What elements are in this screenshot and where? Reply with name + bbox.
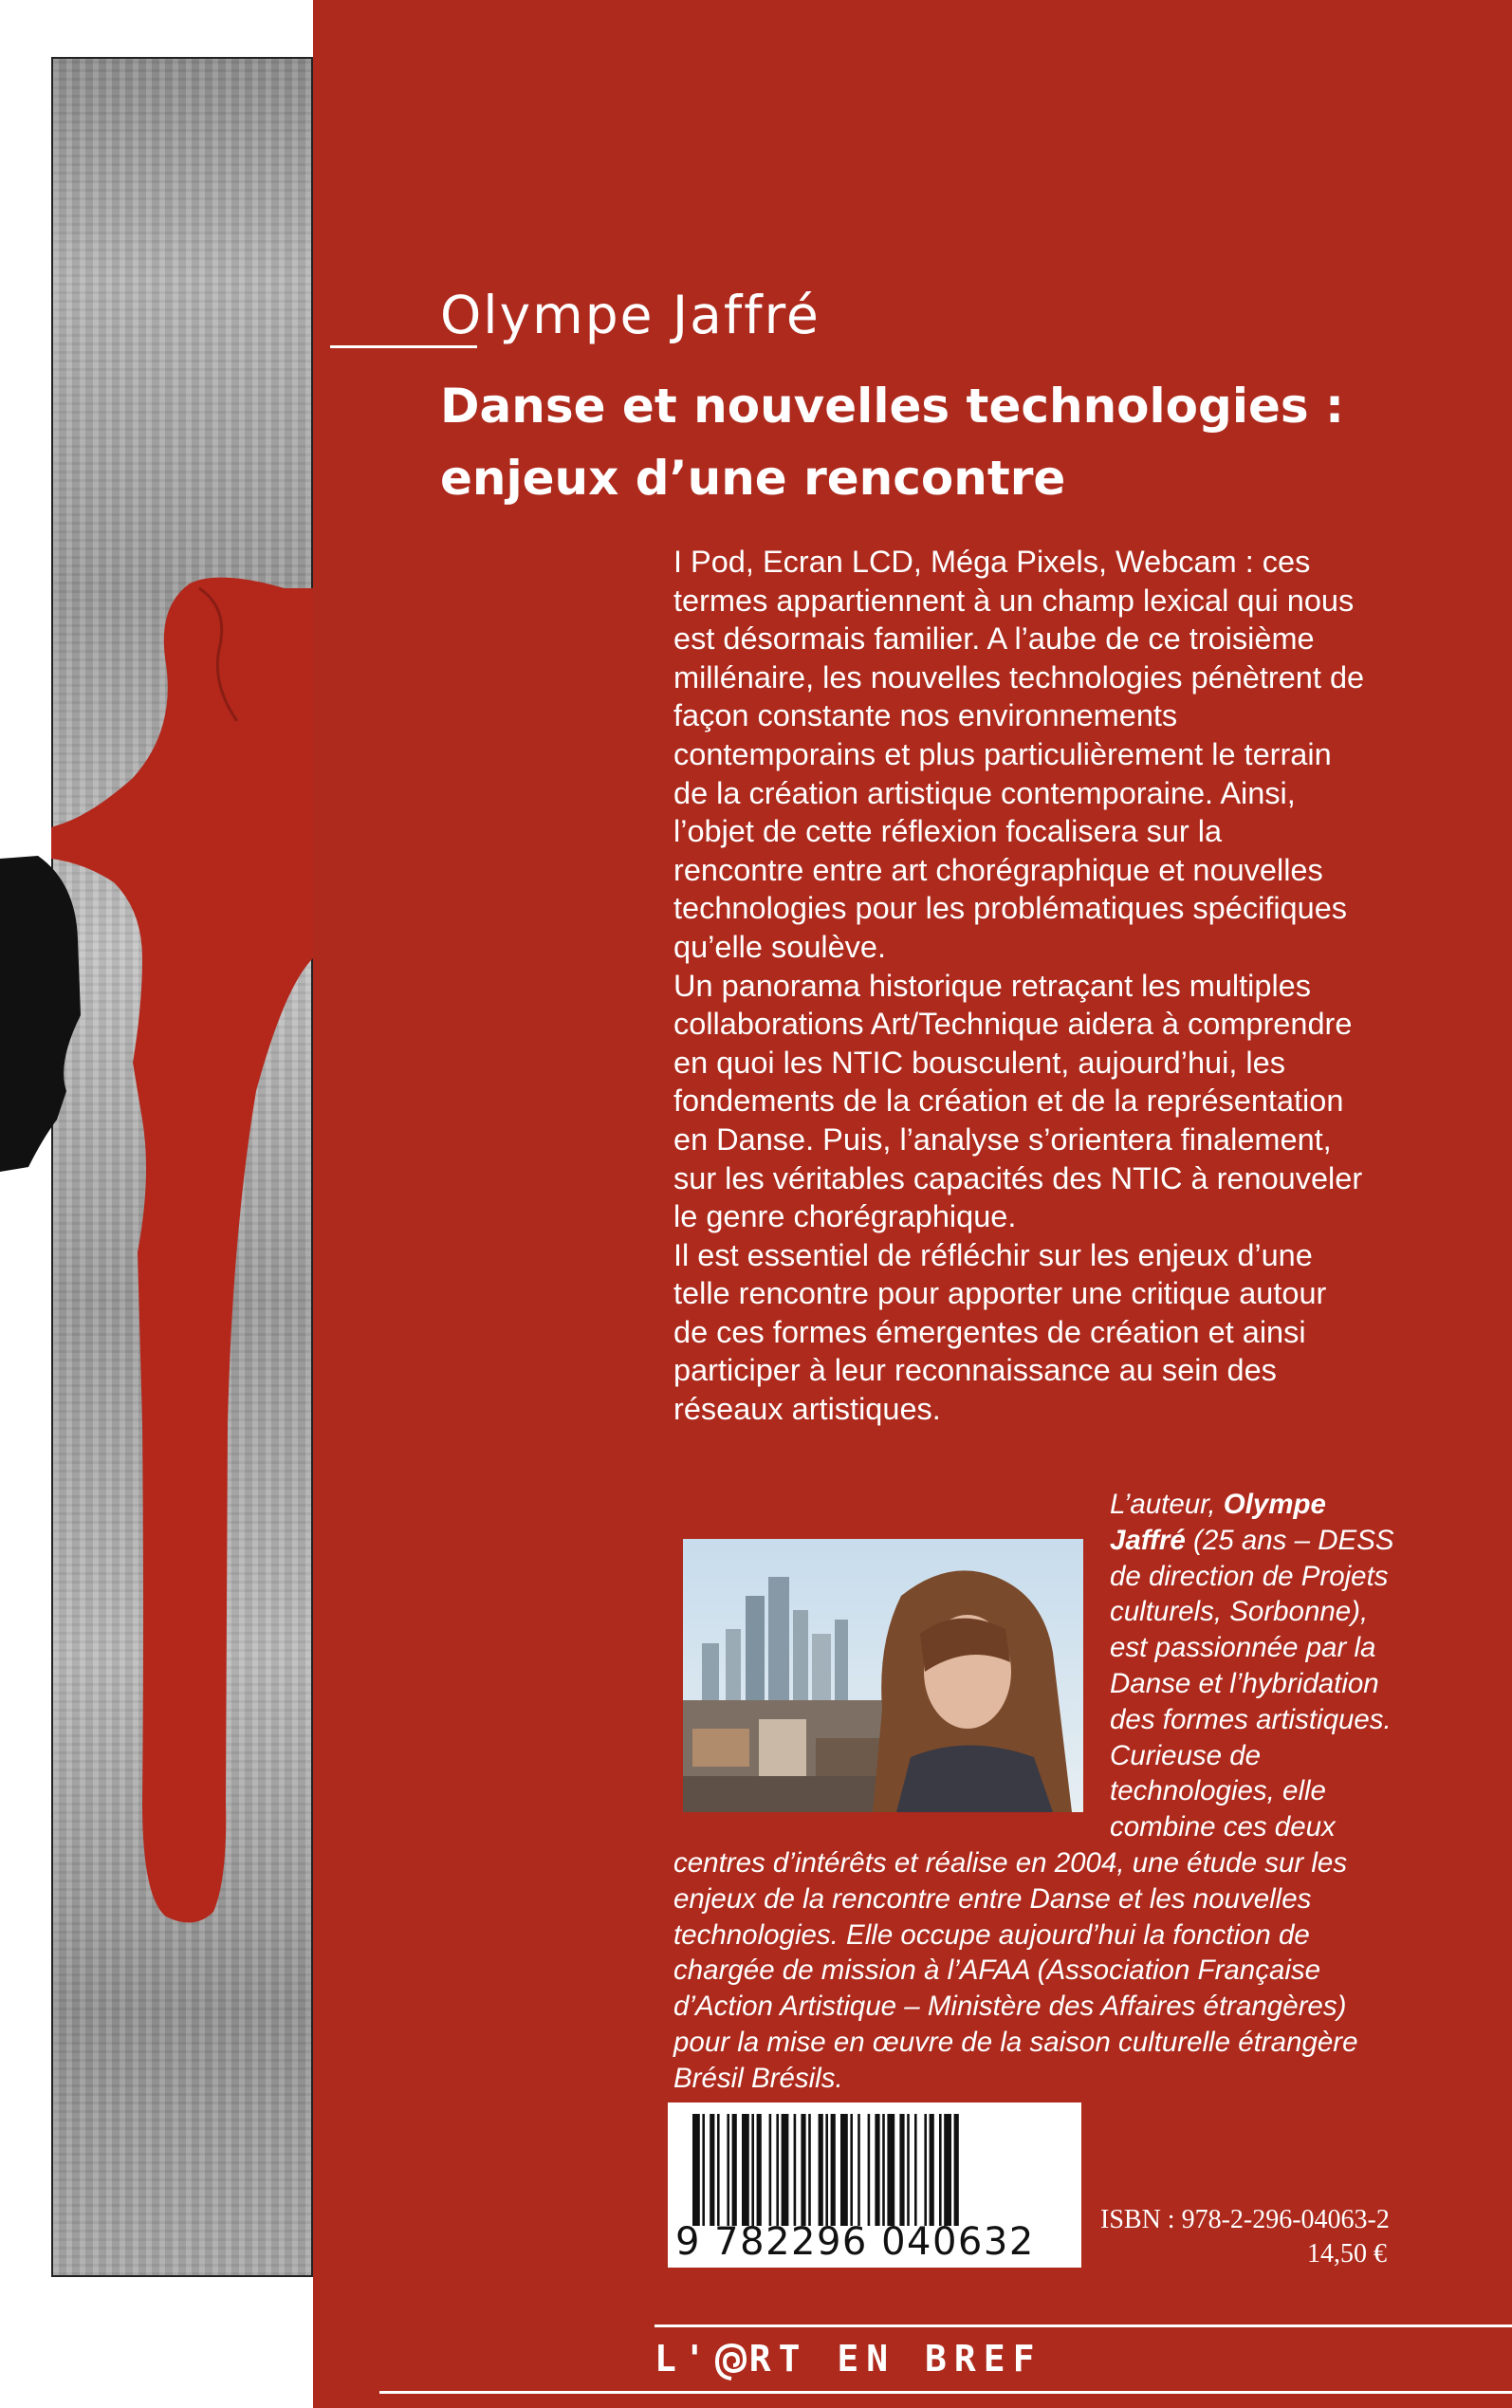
barcode-bar: [939, 2114, 942, 2226]
barcode-bar: [857, 2114, 860, 2226]
barcode-bar: [769, 2114, 772, 2226]
blurb-line: Un panorama historique retraçant les multiples: [673, 968, 1311, 1003]
barcode-bar: [776, 2114, 779, 2226]
barcode-bar: [944, 2114, 951, 2226]
bio-author-last-name: Jaffré: [1110, 1524, 1186, 1556]
blurb-line: de la création artistique contemporaine. Ainsi,: [673, 775, 1296, 810]
blurb-line: termes appartiennent à un champ lexical qui nous: [673, 583, 1355, 618]
barcode-bar: [702, 2114, 705, 2226]
barcode-bar: [831, 2114, 836, 2226]
barcode-bar: [875, 2114, 879, 2226]
barcode-bar: [882, 2114, 885, 2226]
blurb-line: sur les véritables capacités des NTIC à renouveler: [673, 1160, 1363, 1195]
barcode-bar: [819, 2114, 823, 2226]
price: 14,50 €: [1307, 2239, 1387, 2269]
barcode-bar: [850, 2114, 853, 2226]
blurb-line: rencontre entre art chorégraphique et nouvelles: [673, 852, 1323, 887]
barcode-bar: [914, 2114, 917, 2226]
barcode-bar: [868, 2114, 871, 2226]
bio-line: Brésil Brésils.: [673, 2062, 843, 2094]
dancer-silhouette-graphic: [0, 0, 313, 2408]
barcode-bar: [782, 2114, 789, 2226]
bio-line-text: (25 ans – DESS: [1185, 1524, 1394, 1556]
barcode-bar: [808, 2114, 811, 2226]
collection-bottom-rule: [379, 2391, 1512, 2394]
bio-line: Danse et l’hybridation: [1110, 1667, 1379, 1699]
bio-line: technologies, elle: [1110, 1775, 1326, 1807]
bio-line: est passionnée par la: [1110, 1632, 1376, 1664]
barcode-bar: [727, 2114, 729, 2226]
blurb-line: l’objet de cette réflexion focalisera sur la: [673, 814, 1223, 849]
bio-line: des formes artistiques.: [1110, 1703, 1392, 1735]
blurb-line: en Danse. Puis, l’analyse s’orientera finalement,: [673, 1121, 1332, 1157]
barcode-bar: [717, 2114, 720, 2226]
author-photo-illustration: [683, 1539, 1083, 1812]
barcode-bar: [954, 2114, 959, 2226]
author-underline: [330, 345, 477, 348]
barcode-bar: [924, 2114, 927, 2226]
blurb-line: millénaire, les nouvelles technologies pénètrent de: [673, 659, 1365, 695]
blurb-line: contemporains et plus particulièrement le terrain: [673, 736, 1332, 771]
author-name: Olympe Jaffré: [440, 285, 821, 345]
barcode-bar: [801, 2114, 805, 2226]
spiral-logo-icon: [713, 2341, 749, 2382]
isbn: ISBN : 978-2-296-04063-2: [1100, 2205, 1390, 2234]
barcode-bar: [794, 2114, 797, 2226]
blurb-line: technologies pour les problématiques spécifiques: [673, 891, 1348, 926]
bio-line: centres d’intérêts et réalise en 2004, une étude sur les: [673, 1847, 1348, 1879]
blurb-line: Il est essentiel de réfléchir sur les enjeux d’une: [673, 1237, 1313, 1272]
barcode-bar: [907, 2114, 910, 2226]
bio-line: Curieuse de: [1110, 1739, 1262, 1771]
blurb-line: telle rencontre pour apporter une critique autour: [673, 1276, 1327, 1311]
blurb-line: de ces formes émergentes de création et ainsi: [673, 1314, 1306, 1349]
bio-intro: L’auteur,: [1110, 1489, 1224, 1520]
barcode-bar: [710, 2114, 714, 2226]
bio-line: [1110, 1523, 1489, 1559]
blurb-line: I Pod, Ecran LCD, Méga Pixels, Webcam : ces: [673, 545, 1311, 579]
title-line: enjeux d’une rencontre: [440, 451, 1066, 506]
blurb-line: en quoi les NTIC bousculent, aujourd’hui, les: [673, 1045, 1285, 1080]
blurb-line: collaborations Art/Technique aidera à comprendre: [673, 1007, 1353, 1042]
blurb-line: qu’elle soulève.: [673, 929, 887, 964]
bio-line: d’Action Artistique – Ministère des Affaires étrangères): [673, 1991, 1347, 2023]
blurb-line: participer à leur reconnaissance au sein des: [673, 1353, 1277, 1388]
blurb-line: fondements de la création et de la représentation: [673, 1084, 1344, 1119]
bio-line: pour la mise en œuvre de la saison culturelle étrangère: [673, 2026, 1358, 2058]
barcode-bar: [757, 2114, 762, 2226]
title-line: Danse et nouvelles technologies :: [440, 379, 1345, 434]
barcode-bar: [732, 2114, 737, 2226]
barcode: [668, 2102, 1081, 2268]
author-bio-continued: [673, 1845, 1480, 2097]
author-photo: [683, 1539, 1083, 1812]
barcode-bar: [692, 2114, 700, 2226]
blurb-line: façon constante nos environnements: [673, 698, 1178, 733]
bio-line: culturels, Sorbonne),: [1110, 1596, 1369, 1628]
barcode-bar: [887, 2114, 894, 2226]
blurb-line: est désormais familier. A l’aube de ce troisième: [673, 621, 1315, 657]
barcode-bar: [840, 2114, 848, 2226]
bio-line: [1110, 1487, 1489, 1523]
bio-line: de direction de Projets: [1110, 1560, 1389, 1592]
bio-line: combine ces deux: [1110, 1811, 1336, 1843]
barcode-bar: [825, 2114, 828, 2226]
barcode-bars: [692, 2114, 1062, 2226]
bio-author-first-name: Olympe: [1223, 1489, 1326, 1520]
collection-prefix: L': [655, 2338, 713, 2380]
bio-line: chargée de mission à l’AFAA (Association Française: [673, 1954, 1321, 1987]
collection-top-rule: [655, 2325, 1512, 2327]
bio-line: enjeux de la rencontre entre Danse et les nouvelles: [673, 1882, 1312, 1915]
back-cover-blurb: [673, 543, 1451, 1429]
barcode-bar: [742, 2114, 749, 2226]
book-title: [440, 370, 1484, 514]
cover-left-artwork: [0, 0, 313, 2408]
barcode-bar: [930, 2114, 934, 2226]
barcode-bar: [899, 2114, 904, 2226]
barcode-digits: 9 782296 040632: [675, 2220, 1035, 2264]
barcode-bar: [751, 2114, 754, 2226]
bio-line: technologies. Elle occupe aujourd’hui la fonction de: [673, 1918, 1310, 1951]
blurb-line: le genre chorégraphique.: [673, 1199, 1017, 1234]
author-bio-column: [1110, 1487, 1489, 1845]
blurb-line: réseaux artistiques.: [673, 1392, 941, 1427]
collection-name: [655, 2338, 1042, 2382]
collection-suffix: RT EN BREF: [748, 2338, 1042, 2380]
